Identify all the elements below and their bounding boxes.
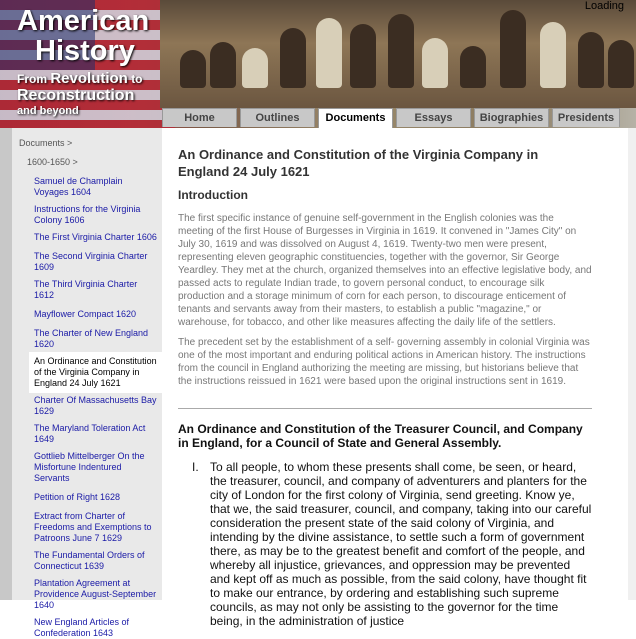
breadcrumb-1600-1650[interactable]: 1600-1650 >	[27, 157, 78, 167]
sidebar-item-massachusetts[interactable]: Charter Of Massachusetts Bay 1629	[34, 395, 157, 416]
article-text: To all people, to whom these presents shall come, be seen, or heard, the treasurer, council, and company of adventurers and planters for the city of London for the first colony of Virginia, send greeting. Know ye, that we, the said treasurer, council, and company, taking into our careful consideration the present state of the said colony of Virginia, and intending by the divine assistance, to settle such a form of government there, as may be to the greatest benefit and comfort of the people, and whereby all injustice, grievances, and oppression may be prevented and kept off as much as possible, from the said colony, have thought fit to make our entrance, by ordering and establishing such supreme councils, as may not only be assisting to the governor for the time being, in the administration of justice	[210, 460, 592, 628]
document-heading: An Ordinance and Constitution of the Treasurer Council, and Company in England, for a Council of State and General Assembly.	[178, 422, 583, 450]
painting-figure	[280, 28, 306, 88]
sidebar-item-instructions-virginia[interactable]: Instructions for the Virginia Colony 1606	[34, 204, 141, 225]
sidebar-item-connecticut[interactable]: The Fundamental Orders of Connecticut 1639	[34, 550, 145, 571]
sidebar-item-new-england[interactable]: The Charter of New England 1620	[34, 328, 149, 349]
logo-reconstruction: Reconstruction	[17, 87, 135, 104]
painting-figure	[242, 48, 268, 88]
sidebar-item-second-charter[interactable]: The Second Virginia Charter 1609	[34, 251, 148, 272]
intro-paragraph-1: The first specific instance of genuine self-government in the English colonies was the meeting of the first House of Burgesses in Virginia in 1619. It convened in "James City" on July 30, 1619 and was dissolved on August 4, 1619. Twenty-two men were present, representing eleven geographic constituencies, together with the governor, Sir George Yeardley. They met at the church, organized themselves into an effective legislative body, and passed acts to regulate Indian trade, to govern personal conduct, to encourage silk production and a storage minimum of corn for each person, to discourage enticement of tenants and servants away from their masters, to establish a public "magazine," or warehouse, for tobacco, and other like measures affecting the daily life of the settlers.	[178, 213, 592, 328]
logo-revolution: Revolution	[50, 70, 128, 87]
sidebar-item-ordinance[interactable]: An Ordinance and Constitution of the Virginia Company in England 24 July 1621	[29, 352, 162, 393]
sidebar-item-mayflower[interactable]: Mayflower Compact 1620	[34, 309, 137, 319]
declaration-painting	[160, 0, 636, 108]
sidebar-item-first-charter[interactable]: The First Virginia Charter 1606	[34, 232, 157, 242]
logo-from-revolution	[17, 70, 149, 87]
sidebar-item-patroons[interactable]: Extract from Charter of Freedoms and Exemptions to Patroons June 7 1629	[34, 511, 152, 543]
loading-indicator: Loading	[584, 0, 624, 12]
section-divider	[178, 408, 592, 409]
painting-figure	[578, 32, 604, 88]
scrollbar[interactable]	[628, 128, 636, 600]
logo-american: American	[17, 5, 150, 37]
article-i	[192, 460, 592, 628]
sidebar-item-champlain[interactable]: Samuel de Champlain Voyages 1604	[34, 176, 123, 197]
logo-from: From	[17, 72, 47, 86]
tab-outlines[interactable]: Outlines	[240, 108, 315, 127]
document-list	[29, 176, 162, 639]
sidebar-item-mittelberger[interactable]: Gottlieb Mittelberger On the Misfortune Indentured Servants	[34, 451, 145, 483]
painting-figure	[316, 18, 342, 88]
painting-figure	[608, 40, 634, 88]
painting-figure	[210, 42, 236, 88]
tab-documents[interactable]: Documents	[318, 108, 393, 128]
main-nav-tabs	[162, 108, 636, 128]
painting-figure	[540, 22, 566, 88]
sidebar-item-maryland[interactable]: The Maryland Toleration Act 1649	[34, 423, 146, 444]
logo-to: to	[131, 72, 143, 86]
breadcrumb-documents[interactable]: Documents >	[19, 138, 73, 148]
painting-figure	[460, 46, 486, 88]
intro-paragraph-2: The precedent set by the establishment of a self- governing assembly in colonial Virginia was one of the most important and enduring political actions in American history. The instructions from the council in England authorizing the meeting are missing, but historians believe that the instructions reissued in 1621 were based upon the original instructions sent in 1619.	[178, 337, 590, 387]
painting-figure	[388, 14, 414, 88]
article-number: I.	[192, 460, 199, 474]
painting-figure	[500, 10, 526, 88]
logo-history: History	[35, 35, 135, 67]
sidebar-item-petition-right[interactable]: Petition of Right 1628	[34, 492, 121, 502]
tab-home[interactable]: Home	[162, 108, 237, 127]
logo-and-beyond: and beyond	[17, 105, 79, 117]
painting-figure	[350, 24, 376, 88]
sidebar-item-confederation[interactable]: New England Articles of Confederation 1643	[34, 617, 130, 638]
intro-heading: Introduction	[178, 188, 248, 202]
tab-biographies[interactable]: Biographies	[474, 108, 549, 127]
sidebar-item-third-charter[interactable]: The Third Virginia Charter 1612	[34, 279, 138, 300]
page-title: An Ordinance and Constitution of the Virginia Company in England 24 July 1621	[178, 147, 539, 179]
tab-presidents[interactable]: Presidents	[552, 108, 620, 127]
site-logo[interactable]	[17, 6, 149, 117]
painting-figure	[180, 50, 206, 88]
sidebar-item-providence[interactable]: Plantation Agreement at Providence August-September 1640	[34, 578, 157, 610]
tab-essays[interactable]: Essays	[396, 108, 471, 127]
painting-figure	[422, 38, 448, 88]
